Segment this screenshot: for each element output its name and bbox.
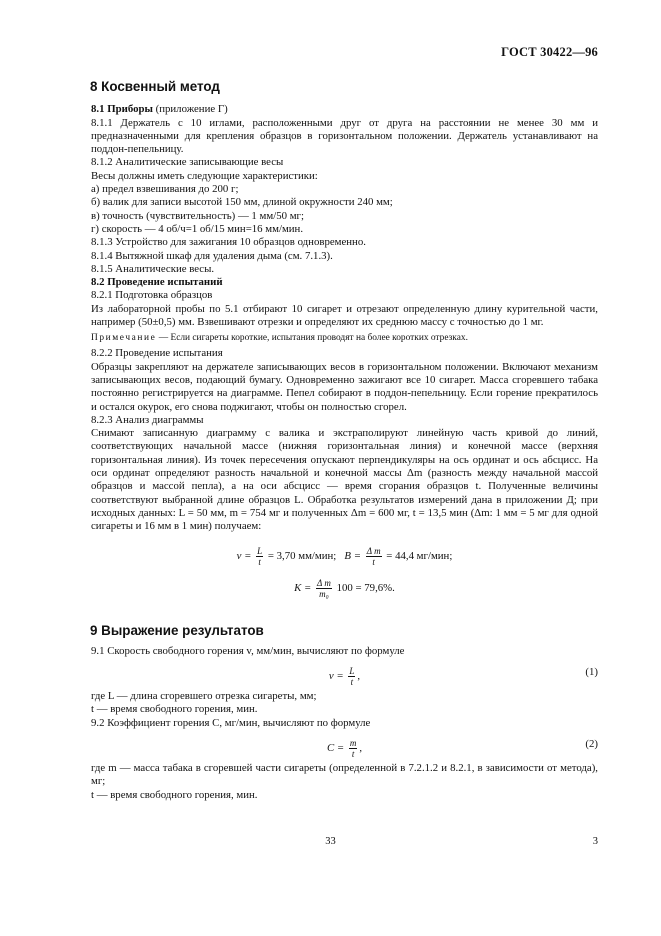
f2-fraction: $\frac{m}{t}$ [349,737,357,759]
ex-k-lhs: K = [294,581,312,594]
para-8-2-2-body: Образцы закрепляют на держателе записывающих весов в горизонтальном положении. Включают механизм записывающих весов, подающий бумагу. Одновременно зажигают все 10 сигарет. Масса сгоревшего табака постоянно регистрируется на диаграмме. Пепел собирают в поддон-пепельницу. Если горение прекратилось и остался окурок, его снова поджигают, чтобы он полностью сгорел. [91,360,598,413]
list-item: г) скорость — 4 об/ч=1 об/15 мин=16 мм/мин. [91,222,304,235]
where-2 [91,762,598,789]
formula-2 [91,732,598,760]
where-1-b: t — время свободного горения, мин. [91,703,258,716]
note [91,332,598,344]
page-number-right: 3 [592,836,598,847]
para-9-2: 9.2 Коэффициент горения C, мг/мин, вычисляют по формуле [91,716,371,729]
ex-v-lhs: v = [236,549,252,562]
ex-b-fraction: $\frac{\text{Δ m}}{t}$ [366,545,381,567]
para-8-2-3-body: Снимают записанную диаграмму с валика и экстраполируют линейную часть кривой до линий, соответствующих начальной массе (нижняя горизонтальная линия) и конечной массе (верхняя горизонтальная линия). Из точек пересечения опускают перпендикуляры на ось ординат и ось абсцисс. На оси ординат определяют разность начальной и конечной массы Δm (разность между начальной массой образцов и массой пепла), а на оси абсцисс — время сгорания образцов t. Полученные величины соответствуют выбранной длине образцов L. Обработка результатов измерений дана в приложении Д; при исходных данных: L = 50 мм, m = 754 мг и полученных Δm = 600 мг, t = 13,5 мин (Δm: 1 мм = 5 мг для одной сигареты и 16 мм в 1 мин) получаем: [91,427,598,533]
subsection-8-1-ref: (приложение Г) [155,103,228,116]
para-8-1-2-intro: Весы должны иметь следующие характеристики: [91,169,318,182]
para-8-1-4: 8.1.4 Вытяжной шкаф для удаления дыма (см. 7.1.3). [91,249,333,262]
f2-lhs: C = [326,741,345,754]
formula-1-number: (1) [585,666,598,679]
list-item: б) валик для записи высотой 150 мм, длиной окружности 240 мм; [91,196,393,209]
f2-tail: , [359,741,363,754]
where-2-a: m — масса табака в сгоревшей части сигареты (определенной в 7.2.1.2 и 8.2.1, в зависимости от метода), мг; [91,761,598,788]
where-1-label: где [91,690,106,703]
f1-lhs: v = [328,670,344,683]
ex-b-rhs: = 44,4 мг/мин; [386,549,453,562]
para-8-1-1: 8.1.1 Держатель с 10 иглами, расположенными друг от друга на расстоянии не менее 30 мм и предназначенными для крепления образцов в горизонтальном положении. Держатель устанавливают на поддон-пепельницу. [91,116,598,156]
subsection-8-1-title: 8.1 Приборы [91,103,153,116]
formula-1 [91,660,598,688]
formula-2-number: (2) [585,737,598,750]
para-8-1-3: 8.1.3 Устройство для зажигания 10 образцов одновременно. [91,236,366,249]
where-2-b: t — время свободного горения, мин. [91,788,258,801]
where-2-label: где [91,761,106,774]
where-1 [91,690,598,703]
f1-tail: , [357,670,361,683]
para-8-1-2: 8.1.2 Аналитические записывающие весы [91,156,284,169]
where-1-a: L — длина сгоревшего отрезка сигареты, мм; [107,690,317,703]
list-item: а) предел взвешивания до 200 г; [91,183,239,196]
ex-k-fraction: $\frac{\text{Δ m}}{\text{m₀}}$ [317,577,331,599]
ex-b-lhs: B = [344,549,362,562]
ex-v-rhs: = 3,70 мм/мин; [267,549,337,562]
page-number-center: 33 [325,836,336,847]
section-9-title: 9 Выражение результатов [90,622,264,638]
list-item: в) точность (чувствительность) — 1 мм/50 мг; [91,209,304,222]
f1-fraction: $\frac{L}{t}$ [349,666,355,688]
para-8-2-2: 8.2.2 Проведение испытания [91,347,223,360]
example-formulas-v-b [91,540,598,570]
standard-header: ГОСТ 30422—96 [501,45,598,59]
para-8-2-1: 8.2.1 Подготовка образцов [91,289,213,302]
page-content [91,76,598,802]
subsection-8-2-title: 8.2 Проведение испытаний [91,276,223,289]
subsection-8-1-heading [91,103,598,116]
note-label: Примечание [91,333,157,344]
example-formula-k [91,572,598,604]
ex-v-fraction: $\frac{L}{t}$ [257,545,263,567]
section-8-title: 8 Косвенный метод [90,79,220,94]
para-8-2-3: 8.2.3 Анализ диаграммы [91,413,204,426]
para-8-1-5: 8.1.5 Аналитические весы. [91,262,215,275]
para-8-2-1-body: Из лабораторной пробы по 5.1 отбирают 10 сигарет и отрезают определенную длину курительной части, например (50±0,5) мм. Взвешивают отрезки и определяют их среднюю массу с точностью до 1 мг. [91,302,598,329]
para-9-1: 9.1 Скорость свободного горения v, мм/мин, вычисляют по формуле [91,644,405,657]
note-text: — Если сигареты короткие, испытания проводят на более коротких отрезках. [158,333,468,344]
ex-k-rhs: 100 = 79,6%. [336,581,395,594]
